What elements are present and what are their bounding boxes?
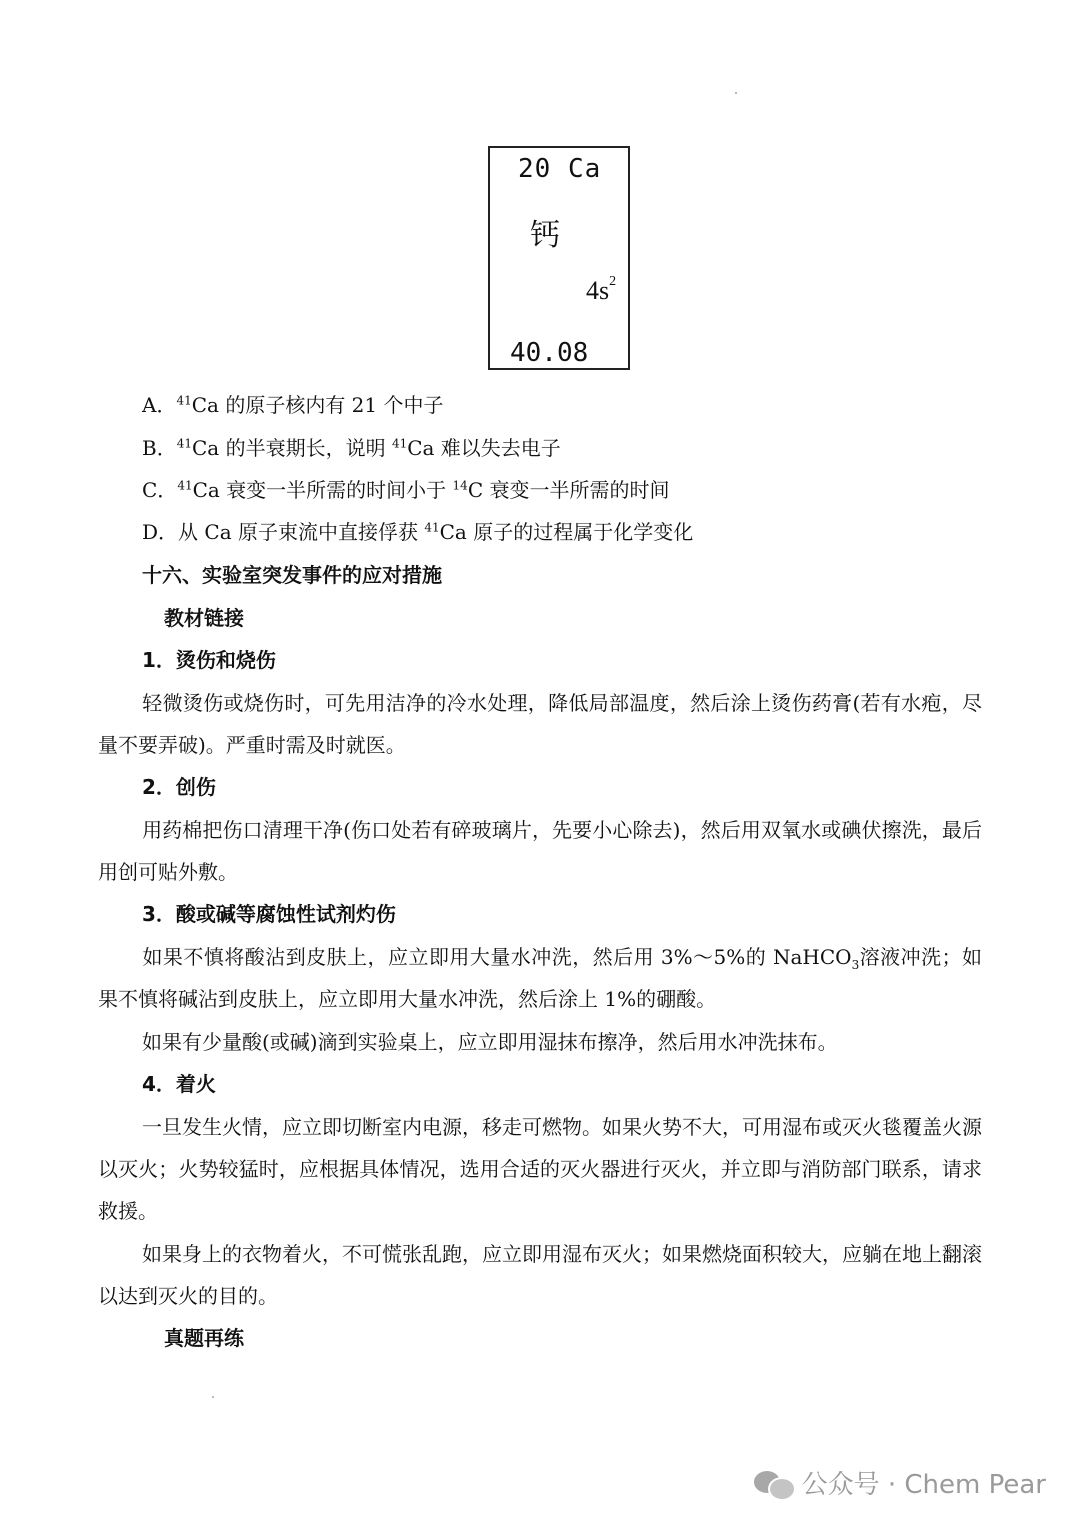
- option-a: A．$^{41}$Ca 的原子核内有 21 个中子: [142, 393, 444, 417]
- section-title: 十六、实验室突发事件的应对措施: [142, 563, 442, 587]
- section-1-text: 轻微烫伤或烧伤时，可先用洁净的冷水处理，降低局部温度，然后涂上烫伤药膏(若有水疱，尽量不要弄破)。严重时需及时就医。: [98, 691, 982, 757]
- section-2-text: 用药棉把伤口清理干净(伤口处若有碎玻璃片，先要小心除去)，然后用双氧水或碘伏擦洗，最后用创可贴外敷。: [98, 818, 982, 884]
- element-number-symbol: 20 Ca: [518, 154, 602, 184]
- watermark: [754, 1464, 1046, 1501]
- option-c: C．$^{41}$Ca 衰变一半所需的时间小于 $^{14}$C 衰变一半所需的时间: [142, 478, 670, 502]
- wechat-icon: [754, 1467, 794, 1499]
- section-4-text-1: 一旦发生火情，应立即切断室内电源，移走可燃物。如果火势不大，可用湿布或灭火毯覆盖火源以灭火；火势较猛时，应根据具体情况，选用合适的灭火器进行灭火，并立即与消防部门联系，请求救援。: [98, 1115, 982, 1223]
- scan-speck: [735, 92, 737, 94]
- scan-speck: [212, 1396, 214, 1398]
- option-b: B．$^{41}$Ca 的半衰期长，说明 $^{41}$Ca 难以失去电子: [142, 436, 561, 460]
- section-4-title: 4．着火: [142, 1072, 216, 1096]
- watermark-text: 公众号 · Chem Pear: [801, 1470, 1046, 1500]
- section-3-text-1: 如果不慎将酸沾到皮肤上，应立即用大量水冲洗，然后用 3%～5%的 NaHCO$_3$溶液冲洗；如果不慎将碱沾到皮肤上，应立即用大量水冲洗，然后涂上 1%的硼酸。: [98, 945, 982, 1011]
- atomic-mass: 40.08: [510, 338, 589, 368]
- electron-configuration: $4s^2$: [586, 274, 617, 305]
- periodic-element-card: [488, 146, 630, 370]
- practice-heading: 真题再练: [164, 1326, 244, 1350]
- section-2-title: 2．创伤: [142, 775, 216, 799]
- section-4-text-2: 如果身上的衣物着火，不可慌张乱跑，应立即用湿布灭火；如果燃烧面积较大，应躺在地上翻滚以达到灭火的目的。: [98, 1242, 982, 1308]
- textbook-link-heading: 教材链接: [164, 606, 244, 630]
- option-d: D．从 Ca 原子束流中直接俘获 $^{41}$Ca 原子的过程属于化学变化: [142, 520, 694, 544]
- element-name: 钙: [530, 218, 560, 253]
- section-3-text-2: 如果有少量酸(或碱)滴到实验桌上，应立即用湿抹布擦净，然后用水冲洗抹布。: [142, 1030, 838, 1054]
- section-3-title: 3．酸或碱等腐蚀性试剂灼伤: [142, 902, 396, 926]
- section-1-title: 1．烫伤和烧伤: [142, 648, 276, 672]
